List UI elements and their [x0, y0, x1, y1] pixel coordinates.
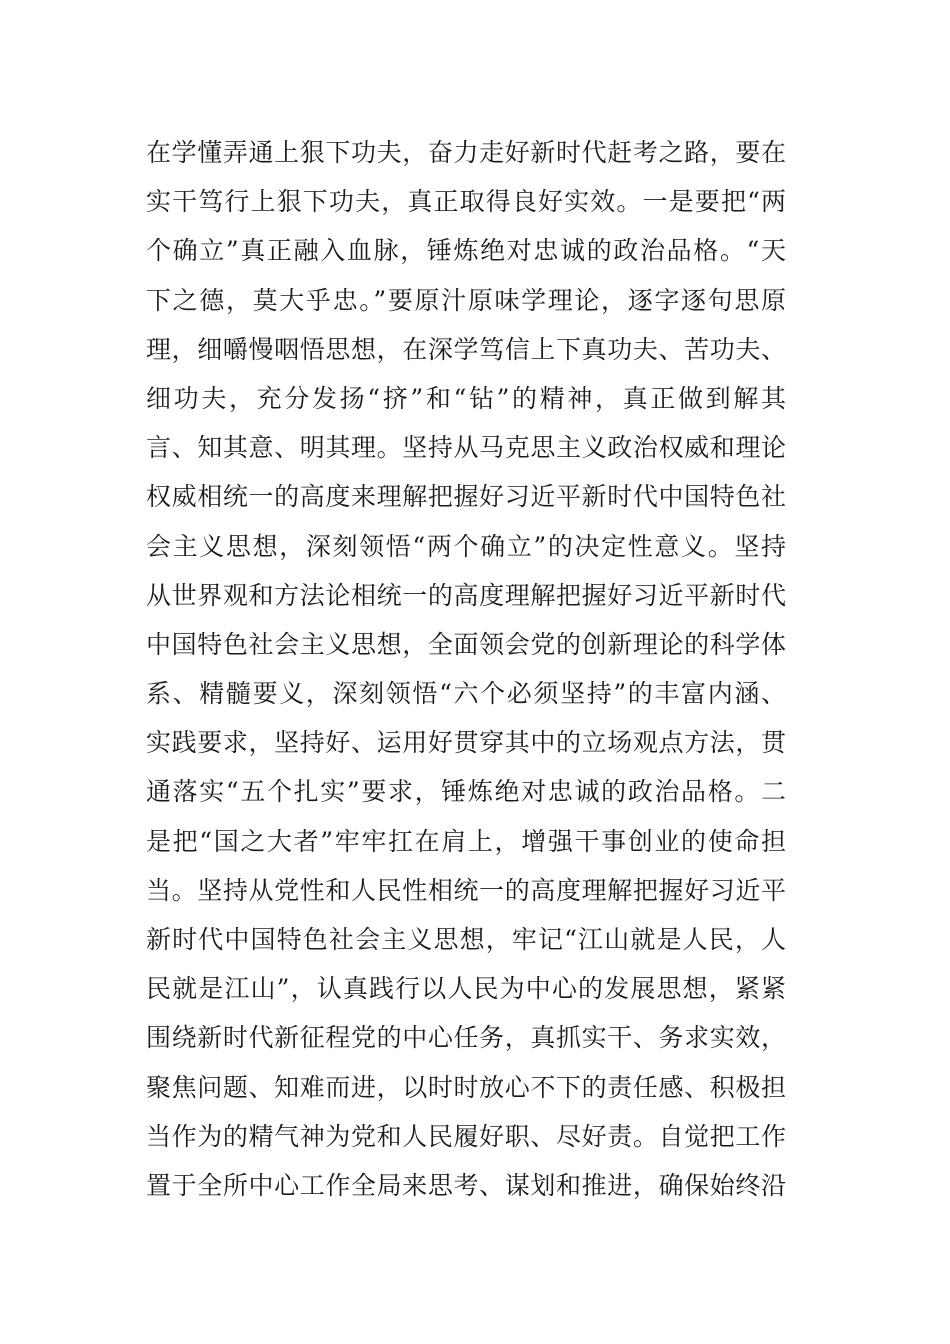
text-line: 是把“国之大者”牢牢扛在肩上，增强干事创业的使命担: [146, 826, 786, 856]
body-text: [146, 128, 786, 1210]
text-line: 权威相统一的高度来理解把握好习近平新时代中国特色社: [146, 482, 786, 512]
text-line: 当。坚持从党性和人民性相统一的高度理解把握好习近平: [146, 875, 786, 905]
text-line: 通落实“五个扎实”要求，锤炼绝对忠诚的政治品格。二: [146, 777, 786, 807]
text-line: 围绕新时代新征程党的中心任务，真抓实干、务求实效，: [146, 1023, 786, 1053]
text-line: 个确立”真正融入血脉，锤炼绝对忠诚的政治品格。“天: [146, 236, 786, 266]
text-line: 下之德，莫大乎忠。”要原汁原味学理论，逐字逐句思原: [146, 285, 786, 315]
text-line: 细功夫，充分发扬“挤”和“钻”的精神，真正做到解其: [146, 383, 786, 413]
text-line: 实干笃行上狠下功夫，真正取得良好实效。一是要把“两: [146, 187, 786, 217]
text-line: 民就是江山”，认真践行以人民为中心的发展思想，紧紧: [146, 974, 786, 1004]
text-line: 从世界观和方法论相统一的高度理解把握好习近平新时代: [146, 580, 786, 610]
text-line: 聚焦问题、知难而进，以时时放心不下的责任感、积极担: [146, 1072, 786, 1102]
text-line: 在学懂弄通上狠下功夫，奋力走好新时代赶考之路，要在: [146, 138, 786, 167]
text-line: 实践要求，坚持好、运用好贯穿其中的立场观点方法，贯: [146, 728, 786, 758]
text-line: 会主义思想，深刻领悟“两个确立”的决定性意义。坚持: [146, 531, 786, 561]
text-line: 系、精髓要义，深刻领悟“六个必须坚持”的丰富内涵、: [146, 679, 786, 709]
text-line: 置于全所中心工作全局来思考、谋划和推进，确保始终沿: [146, 1170, 786, 1200]
text-line: 言、知其意、明其理。坚持从马克思主义政治权威和理论: [146, 433, 786, 463]
text-line: 新时代中国特色社会主义思想，牢记“江山就是人民，人: [146, 925, 786, 954]
text-line: 中国特色社会主义思想，全面领会党的创新理论的科学体: [146, 629, 786, 659]
text-line: 理，细嚼慢咽悟思想，在深学笃信上下真功夫、苦功夫、: [146, 334, 786, 364]
text-line: 当作为的精气神为党和人民履好职、尽好责。自觉把工作: [146, 1121, 786, 1151]
